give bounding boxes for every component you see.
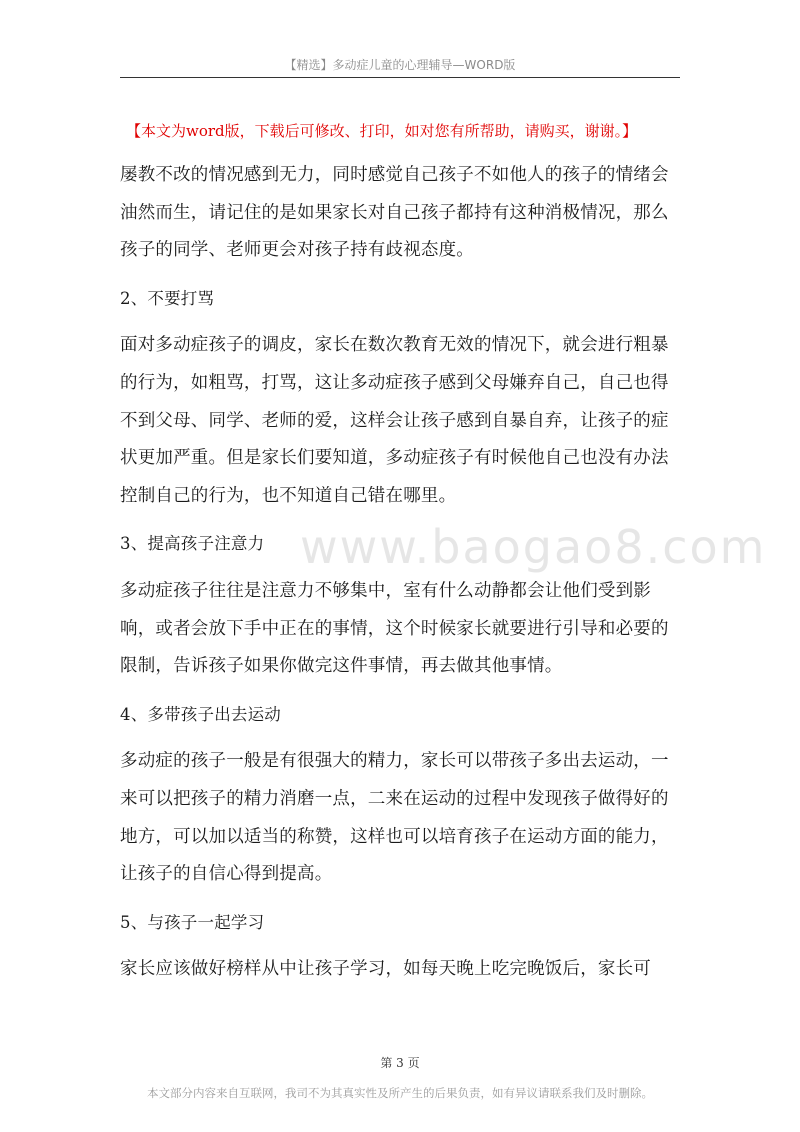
footer-disclaimer: 本文部分内容来自互联网，我司不为其真实性及所产生的后果负责，如有异议请联系我们及时删除。	[147, 1086, 653, 1100]
section-heading-4: 4、多带孩子出去运动	[120, 704, 281, 724]
intro-paragraph: 屡教不改的情况感到无力，同时感觉自己孩子不如他人的孩子的情绪会油然而生，请记住的是如果家长对自己孩子都持有这种消极情况，那么孩子的同学、老师更会对孩子持有歧视态度。	[120, 165, 669, 261]
section-body-2: 面对多动症孩子的调皮，家长在数次教育无效的情况下，就会进行粗暴的行为，如粗骂，打骂，这让多动症孩子感到父母嫌弃自己，自己也得不到父母、同学、老师的爱，这样会让孩子感到自暴自弃，让孩子的症状更加严重。但是家长们要知道，多动症孩子有时候他自己也没有办法控制自己的行为，也不知道自己错在哪里。	[120, 335, 669, 506]
download-notice: 【本文为word版，下载后可修改、打印，如对您有所帮助，请购买，谢谢。】	[126, 122, 638, 140]
section-body-4: 多动症的孩子一般是有很强大的精力，家长可以带孩子多出去运动，一来可以把孩子的精力消磨一点，二来在运动的过程中发现孩子做得好的地方，可以加以适当的称赞，这样也可以培育孩子在运动方面的能力，让孩子的自信心得到提高。	[120, 751, 669, 885]
page-number: 第 3 页	[380, 1056, 420, 1070]
page-header-title: 【精选】多动症儿童的心理辅导—WORD版	[284, 58, 516, 72]
section-heading-5: 5、与孩子一起学习	[120, 912, 265, 932]
section-body-3: 多动症孩子往往是注意力不够集中，室有什么动静都会让他们受到影响，或者会放下手中正在的事情，这个时候家长就要进行引导和必要的限制，告诉孩子如果你做完这件事情，再去做其他事情。	[120, 580, 669, 677]
header-divider	[120, 77, 680, 78]
document-body	[120, 157, 680, 999]
section-heading-3: 3、提高孩子注意力	[120, 534, 265, 554]
watermark-text: www.baogao8.com	[300, 520, 767, 574]
section-body-5: 家长应该做好榜样从中让孩子学习，如每天晚上吃完晚饭后，家长可	[120, 959, 651, 980]
section-heading-2: 2、不要打骂	[120, 288, 215, 308]
